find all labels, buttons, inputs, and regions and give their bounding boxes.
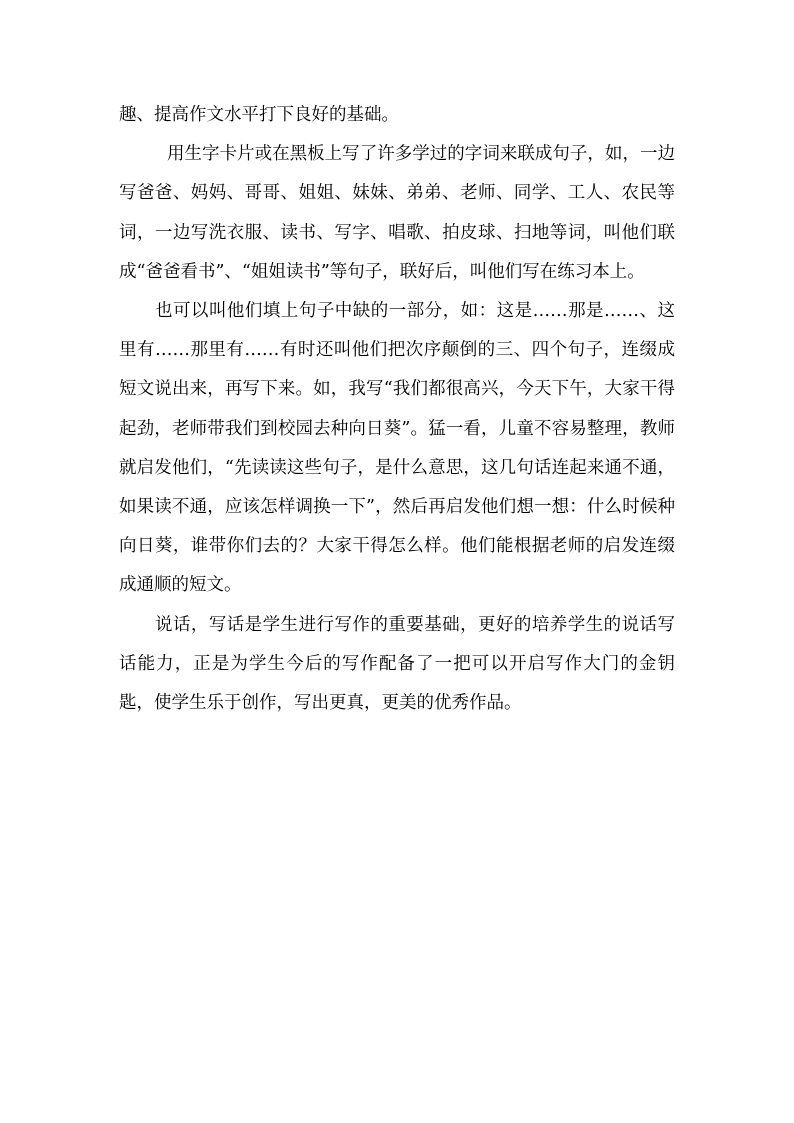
paragraph-3: 也可以叫他们填上句子中缺的一部分，如：这是……那是……、这里有……那里有……有时还叫他们把次序颠倒的三、四个句子，连缀成短文说出来，再写下来。如，我写“我们都很高兴，今天下午，大家干得起劲，老师带我们到校园去种向日葵”。猛一看，儿童不容易整理，教师就启发他们，“先读读这些句子，是什么意思，这几句话连起来通不通，如果读不通，应该怎样调换一下”，然后再启发他们想一想：什么时候种向日葵，谁带你们去的？大家干得怎么样。他们能根据老师的启发连缀成通顺的短文。 xyxy=(119,301,675,596)
paragraph-1: 趣、提高作文水平打下良好的基础。 xyxy=(119,105,399,125)
body-text xyxy=(119,96,675,723)
paragraph-2: 用生字卡片或在黑板上写了许多学过的字词来联成句子，如，一边写爸爸、妈妈、哥哥、姐姐、妹妹、弟弟、老师、同学、工人、农民等词，一边写洗衣服、读书、写字、唱歌、拍皮球、扫地等词，叫他们联成“爸爸看书”、“姐姐读书”等句子，联好后，叫他们写在练习本上。 xyxy=(119,144,675,282)
paragraph-4: 说话，写话是学生进行写作的重要基础，更好的培养学生的说话写话能力，正是为学生今后的写作配备了一把可以开启写作大门的金钥匙，使学生乐于创作，写出更真，更美的优秀作品。 xyxy=(119,614,675,714)
